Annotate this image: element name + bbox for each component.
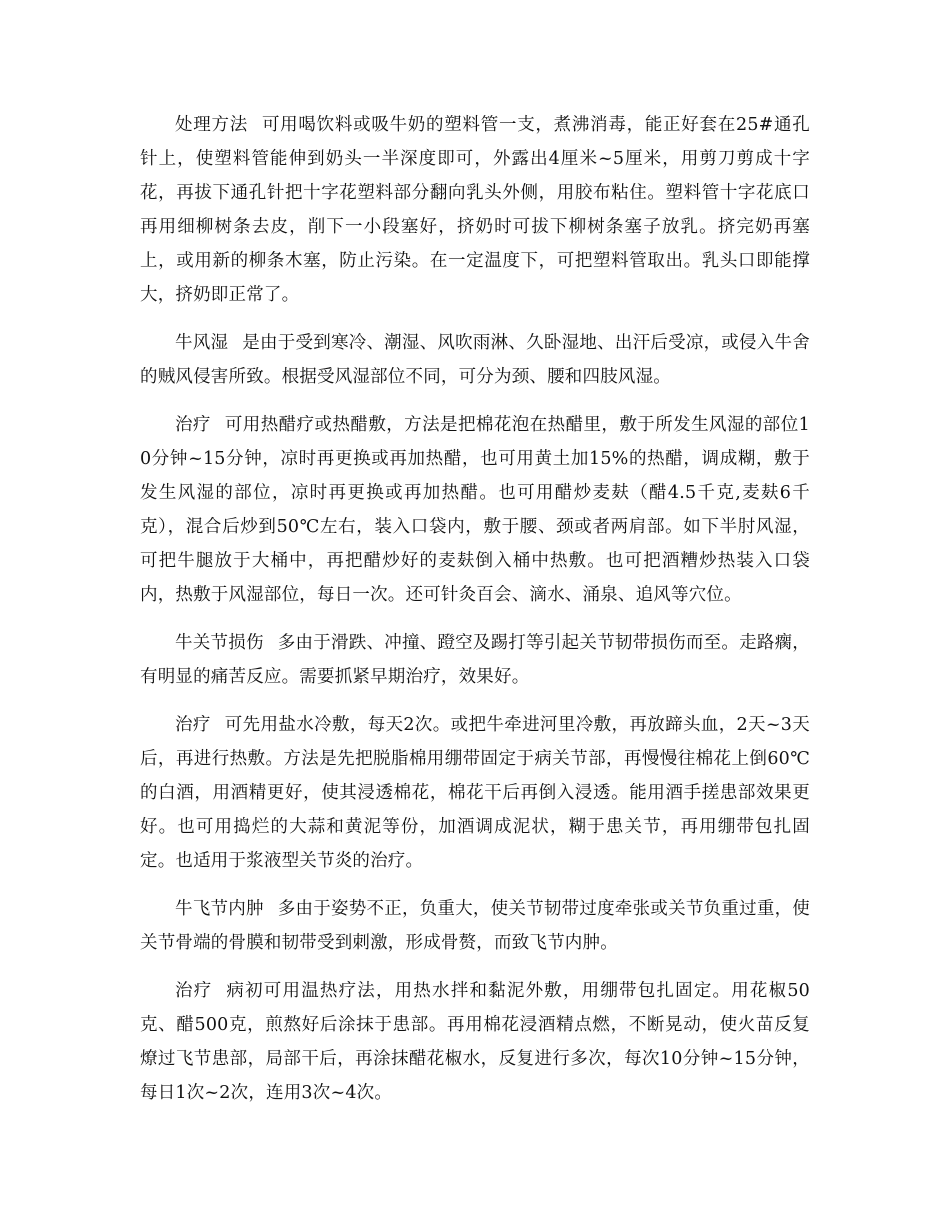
paragraph-text: 病初可用温热疗法，用热水拌和黏泥外敷，用绷带包扎固定。用花椒50克、醋500克，煎熬好后涂抹于患部。再用棉花浸酒精点燃，不断晃动，使火苗反复燎过飞节患部，局部干后，再涂抹醋花椒水，反复进行多次，每次10分钟~15分钟，每日1次~2次，连用3次~4次。: [140, 981, 810, 1103]
paragraph-joint-injury-treatment: [140, 708, 810, 878]
paragraph-lead: 牛风湿: [175, 333, 229, 353]
paragraph-cattle-rheumatism: [140, 326, 810, 394]
paragraph-text: 多由于姿势不正，负重大，使关节韧带过度牵张或关节负重过重，使关节骨端的骨膜和韧带受到刺激，形成骨赘，而致飞节内肿。: [140, 899, 811, 953]
paragraph-text: 是由于受到寒冷、潮湿、风吹雨淋、久卧湿地、出汗后受凉，或侵入牛舍的贼风侵害所致。根据受风湿部位不同，可分为颈、腰和四肢风湿。: [140, 333, 810, 387]
paragraph-text: 可先用盐水冷敷，每天2次。或把牛牵进河里冷敷，再放蹄头血，2天~3天后，再进行热敷。方法是先把脱脂棉用绷带固定于病关节部，再慢慢往棉花上倒60℃的白酒，用酒精更好，使其浸透棉花，棉花干后再倒入浸透。能用酒手搓患部效果更好。也可用捣烂的大蒜和黄泥等份，加酒调成泥状，糊于患关节，再用绷带包扎固定。也适用于浆液型关节炎的治疗。: [140, 715, 810, 871]
paragraph-lead: 牛飞节内肿: [175, 899, 264, 919]
paragraph-lead: 处理方法: [175, 115, 248, 135]
paragraph-treatment-method: [140, 108, 810, 312]
paragraph-hock-swelling: [140, 892, 810, 960]
paragraph-lead: 治疗: [175, 981, 213, 1001]
paragraph-text: 可用喝饮料或吸牛奶的塑料管一支，煮沸消毒，能正好套在25#通孔针上，使塑料管能伸到奶头一半深度即可，外露出4厘米~5厘米，用剪刀剪成十字花，再拔下通孔针把十字花塑料部分翻向乳头外侧，用胶布粘住。塑料管十字花底口再用细柳树条去皮，削下一小段塞好，挤奶时可拔下柳树条塞子放乳。挤完奶再塞上，或用新的柳条木塞，防止污染。在一定温度下，可把塑料管取出。乳头口即能撑大，挤奶即正常了。: [140, 115, 810, 305]
paragraph-joint-injury: [140, 626, 810, 694]
document-body: [140, 108, 810, 1110]
paragraph-hock-swelling-treatment: [140, 974, 810, 1110]
paragraph-rheumatism-treatment: [140, 408, 810, 612]
paragraph-lead: 治疗: [175, 715, 211, 735]
paragraph-text: 多由于滑跌、冲撞、蹬空及踢打等引起关节韧带损伤而至。走路瘸，有明显的痛苦反应。需要抓紧早期治疗，效果好。: [140, 633, 811, 687]
paragraph-lead: 治疗: [175, 415, 211, 435]
paragraph-lead: 牛关节损伤: [175, 633, 264, 653]
paragraph-text: 可用热醋疗或热醋敷，方法是把棉花泡在热醋里，敷于所发生风湿的部位10分钟~15分钟，凉时再更换或再加热醋，也可用黄土加15%的热醋，调成糊，敷于发生风湿的部位，凉时再更换或再加热醋。也可用醋炒麦麸（醋4.5千克,麦麸6千克），混合后炒到50℃左右，装入口袋内，敷于腰、颈或者两肩部。如下半肘风湿，可把牛腿放于大桶中，再把醋炒好的麦麸倒入桶中热敷。也可把酒糟炒热装入口袋内，热敷于风湿部位，每日一次。还可针灸百会、滴水、涌泉、追风等穴位。: [140, 415, 811, 605]
